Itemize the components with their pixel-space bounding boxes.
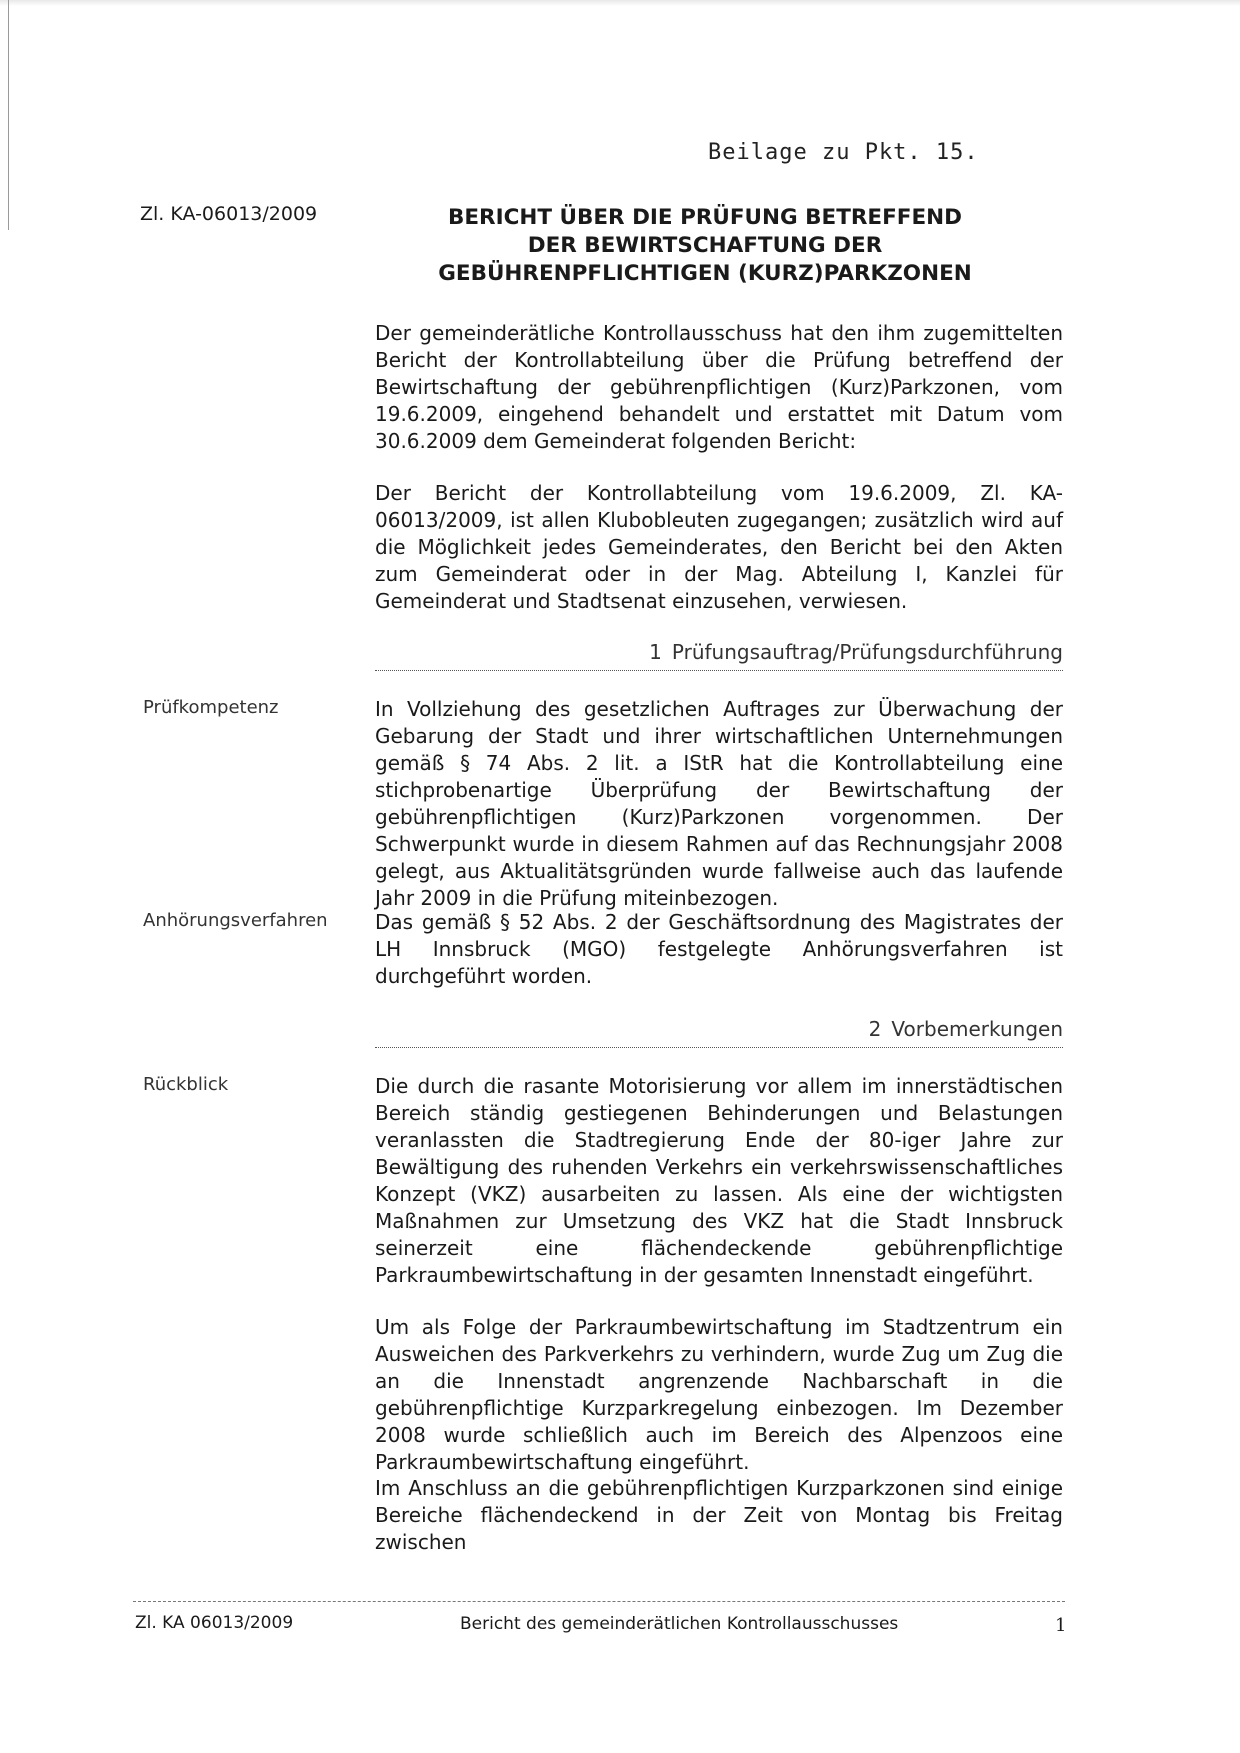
section-title: Prüfungsauftrag/Prüfungsdurchführung bbox=[671, 640, 1063, 664]
paragraph-anhoerungsverfahren: Das gemäß § 52 Abs. 2 der Geschäftsordnung des Magistrates der LH Innsbruck (MGO) festgelegte Anhörungsverfahren ist durchgeführt worden. bbox=[375, 910, 1063, 988]
title-line-3: GEBÜHRENPFLICHTIGEN (KURZ)PARKZONEN bbox=[438, 261, 972, 286]
margin-label-anhoerungsverfahren: Anhörungsverfahren bbox=[143, 910, 328, 931]
footer-title: Bericht des gemeinderätlichen Kontrollausschusses bbox=[460, 1614, 899, 1634]
page-title bbox=[430, 204, 980, 288]
paragraph-pruefkompetenz: In Vollziehung des gesetzlichen Auftrages zur Überwachung der Gebarung der Stadt und ihrer wirtschaftlichen Unternehmungen gemäß § 74 Abs. 2 lit. a IStR hat die Kontrollabteilung eine stichprobenartige Überprüfung der Bewirtschaftung der gebührenpflichtigen (Kurz)Parkzonen vorgenommen. Der Schwerpunkt wurde in diesem Rahmen auf das Rechnungsjahr 2008 gelegt, aus Aktualitätsgründen wurde fallweise auch das laufende Jahr 2009 in die Prüfung miteinbezogen. bbox=[375, 697, 1063, 910]
intro-paragraph-2: Der Bericht der Kontrollabteilung vom 19.6.2009, Zl. KA-06013/2009, ist allen Klubobleuten zugegangen; zusätzlich wird auf die Möglichkeit jedes Gemeinderates, den Bericht bei den Akten zum Gemeinderat oder in der Mag. Abteilung I, Kanzlei für Gemeinderat und Stadtsenat einzusehen, verwiesen. bbox=[375, 481, 1063, 613]
attachment-note: Beilage zu Pkt. 15. bbox=[708, 140, 979, 165]
footer-reference: Zl. KA 06013/2009 bbox=[135, 1613, 294, 1633]
margin-label-pruefkompetenz: Prüfkompetenz bbox=[143, 697, 279, 718]
paragraph-ausweichen: Um als Folge der Parkraumbewirtschaftung im Stadtzentrum ein Ausweichen des Parkverkehrs zu verhindern, wurde Zug um Zug die an die Innenstadt angrenzende Nachbarschaft in die gebührenpflichtige Kurzparkregelung einbezogen. Im Dezember 2008 wurde schließlich auch im Bereich des Alpenzoos eine Parkraumbewirtschaftung eingeführt. bbox=[375, 1315, 1063, 1474]
title-line-1: BERICHT ÜBER DIE PRÜFUNG BETREFFEND bbox=[447, 205, 963, 230]
section-number: 1 bbox=[649, 640, 662, 664]
paragraph-rueckblick: Die durch die rasante Motorisierung vor allem im innerstädtischen Bereich ständig gestiegenen Behinderungen und Belastungen veranlassten die Stadtregierung Ende der 80-iger Jahre zur Bewältigung des ruhenden Verkehrs ein verkehrswissenschaftliches Konzept (VKZ) ausarbeiten zu lassen. Als eine der wichtigsten Maßnahmen zur Umsetzung des VKZ hat die Stadt Innsbruck seinerzeit eine flächendeckende gebührenpflichtige Parkraumbewirtschaftung in der gesamten Innenstadt eingeführt. bbox=[375, 1074, 1063, 1287]
section-number: 2 bbox=[868, 1017, 882, 1041]
section-title: Vorbemerkungen bbox=[891, 1017, 1063, 1041]
section-heading-2 bbox=[375, 1017, 1063, 1048]
scan-edge-top bbox=[0, 0, 1240, 6]
reference-number: Zl. KA-06013/2009 bbox=[140, 203, 318, 225]
paragraph-anschluss: Im Anschluss an die gebührenpflichtigen Kurzparkzonen sind einige Bereiche flächendeckend in der Zeit von Montag bis Freitag zwischen bbox=[375, 1476, 1063, 1554]
margin-label-rueckblick: Rückblick bbox=[143, 1074, 229, 1095]
scan-edge-left bbox=[8, 0, 9, 230]
title-line-2: DER BEWIRTSCHAFTUNG DER bbox=[527, 233, 883, 258]
section-heading-1 bbox=[375, 640, 1063, 671]
page-number: 1 bbox=[1055, 1615, 1067, 1636]
footer-divider bbox=[133, 1601, 1065, 1602]
intro-paragraph-1: Der gemeinderätliche Kontrollausschuss hat den ihm zugemittelten Bericht der Kontrollabteilung über die Prüfung betreffend der Bewirtschaftung der gebührenpflichtigen (Kurz)Parkzonen, vom 19.6.2009, eingehend behandelt und erstattet mit Datum vom 30.6.2009 dem Gemeinderat folgenden Bericht: bbox=[375, 321, 1063, 453]
